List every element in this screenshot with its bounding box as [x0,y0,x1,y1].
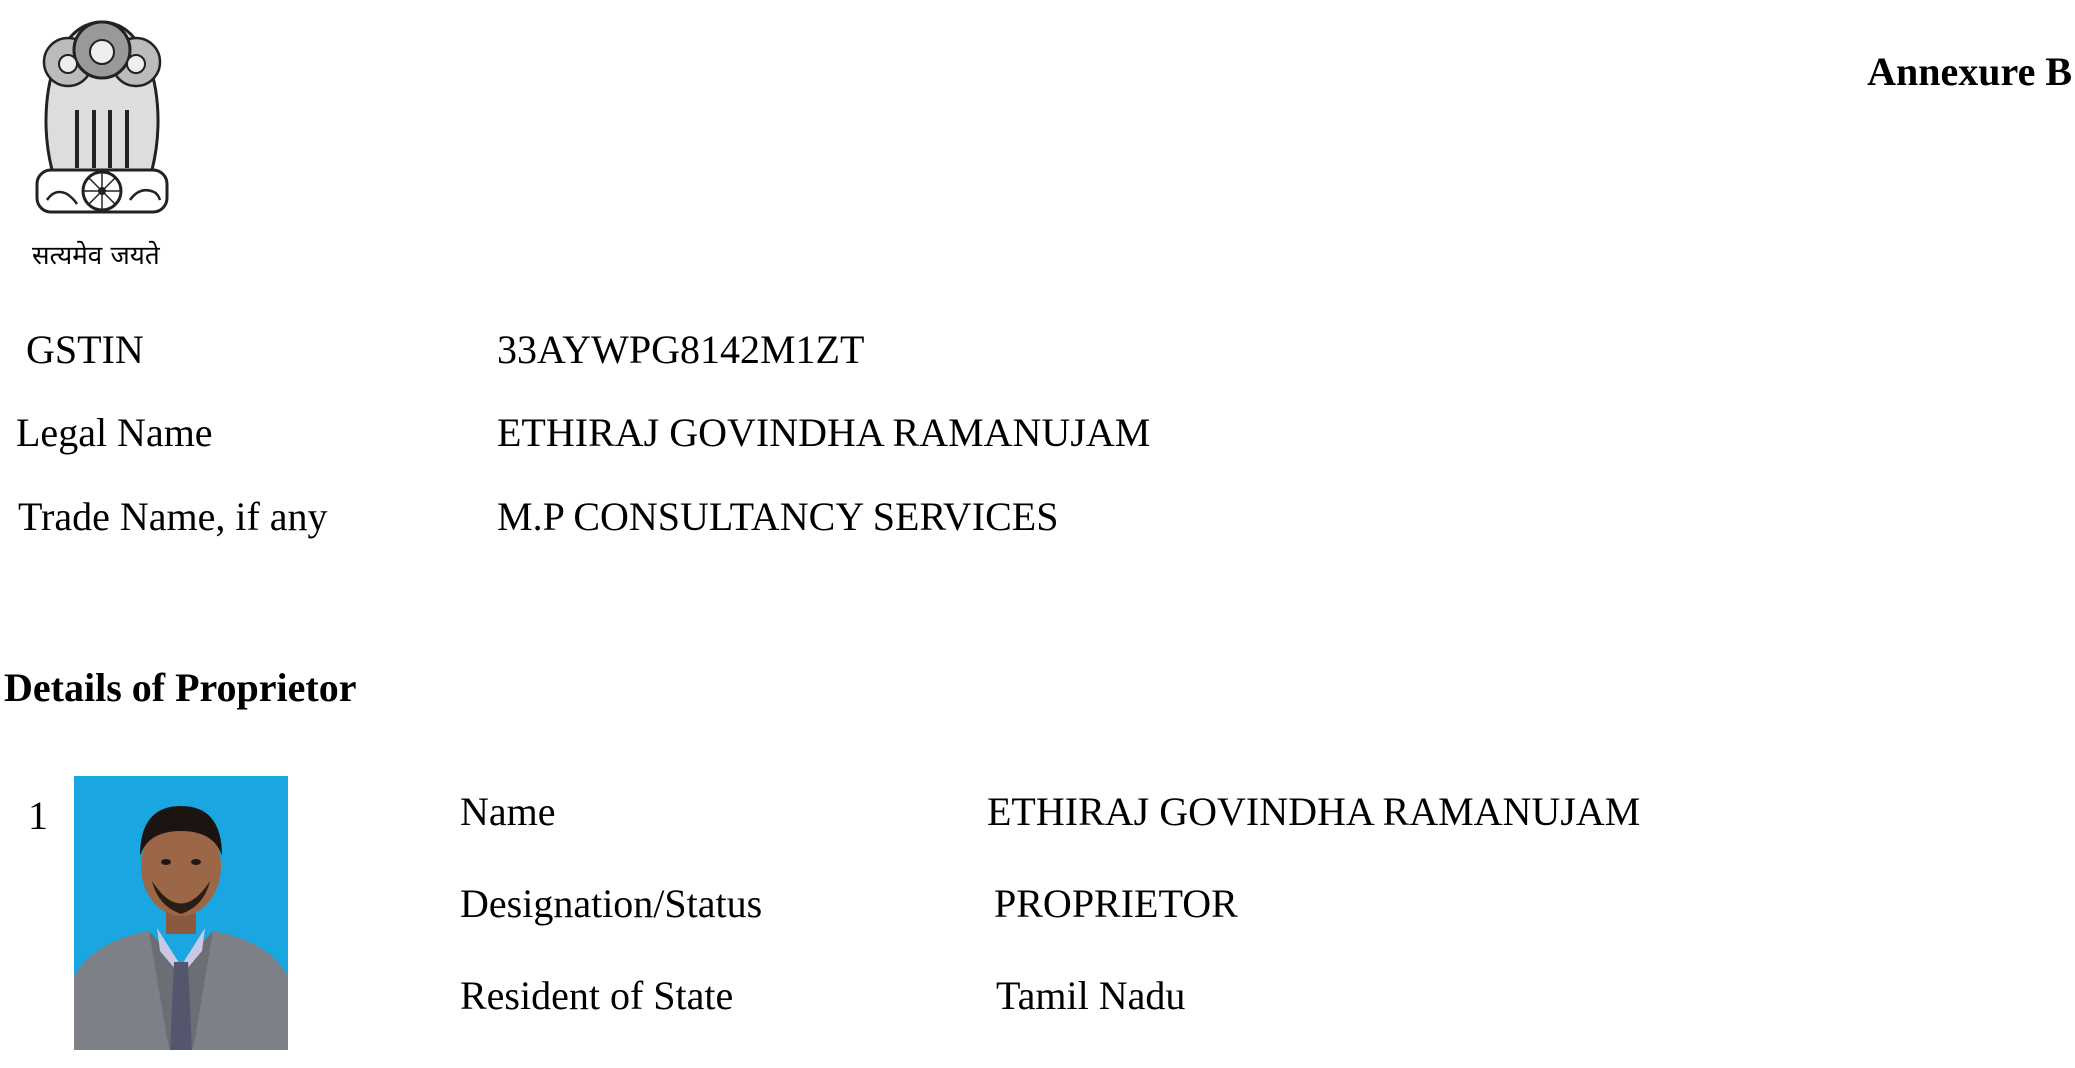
proprietor-designation-label: Designation/Status [460,881,763,926]
proprietor-state-value: Tamil Nadu [996,973,1186,1018]
trade-name-value: M.P CONSULTANCY SERVICES [497,494,1059,539]
gstin-label: GSTIN [26,327,144,372]
national-emblem-icon [22,10,182,270]
annexure-label: Annexure B [1867,49,2072,94]
legal-name-label: Legal Name [16,410,213,455]
proprietor-state-label: Resident of State [460,973,734,1018]
proprietor-name-label: Name [460,789,556,834]
legal-name-value: ETHIRAJ GOVINDHA RAMANUJAM [497,410,1151,455]
emblem-motto: सत्यमेव जयते [32,241,160,271]
proprietor-designation-value: PROPRIETOR [994,881,1238,926]
gstin-value: 33AYWPG8142M1ZT [497,327,865,372]
proprietor-serial: 1 [28,793,48,838]
trade-name-label: Trade Name, if any [18,494,328,539]
proprietor-name-value: ETHIRAJ GOVINDHA RAMANUJAM [987,789,1641,834]
proprietor-photo [74,776,288,1050]
section-title: Details of Proprietor [4,665,357,710]
